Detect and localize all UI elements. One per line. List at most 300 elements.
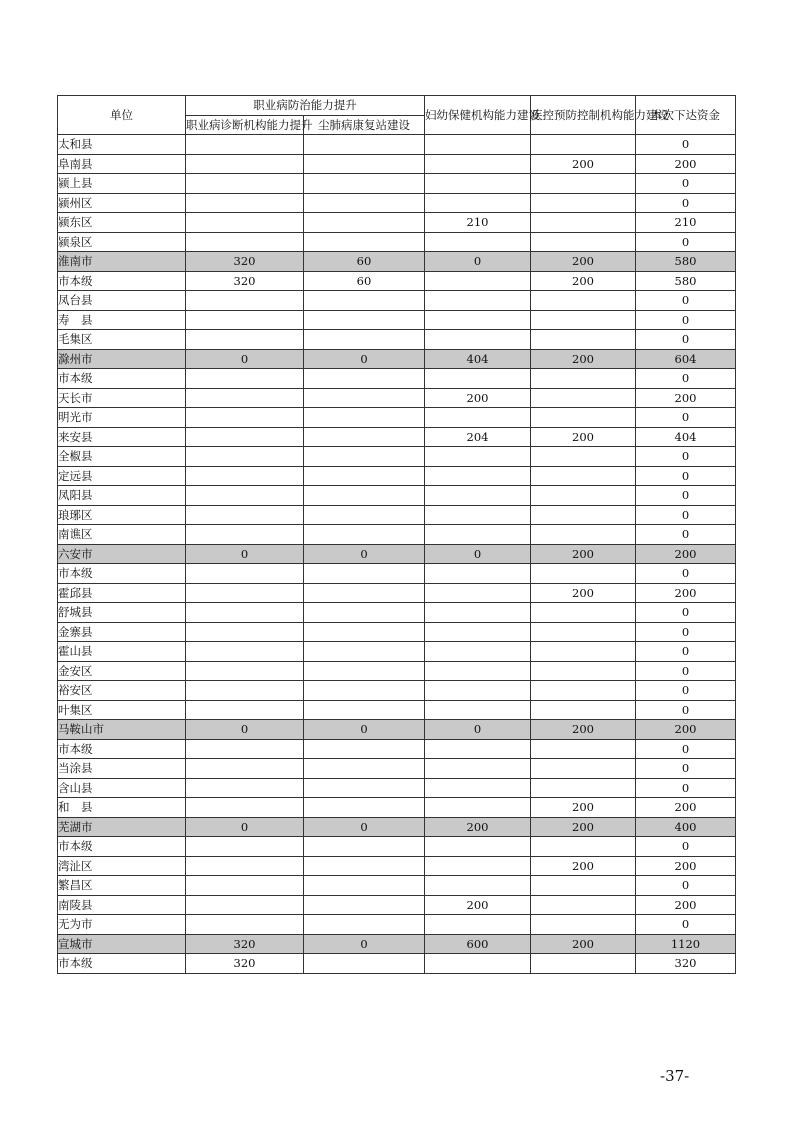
unit-name: 宣城市 <box>58 934 186 954</box>
unit-name: 繁昌区 <box>58 876 186 896</box>
value-cell <box>304 447 425 467</box>
value-cell: 0 <box>636 759 736 779</box>
value-cell: 0 <box>636 232 736 252</box>
value-cell: 0 <box>636 642 736 662</box>
unit-name: 南谯区 <box>58 525 186 545</box>
value-cell <box>186 759 304 779</box>
table-row <box>58 193 736 213</box>
value-cell: 204 <box>425 427 531 447</box>
value-cell <box>425 798 531 818</box>
value-cell <box>531 232 636 252</box>
table-row <box>58 564 736 584</box>
table-header <box>58 96 736 135</box>
value-cell: 404 <box>425 349 531 369</box>
value-cell <box>425 193 531 213</box>
value-cell <box>304 466 425 486</box>
unit-name: 裕安区 <box>58 681 186 701</box>
value-cell <box>425 564 531 584</box>
value-cell <box>186 661 304 681</box>
value-cell <box>425 954 531 974</box>
value-cell <box>186 408 304 428</box>
table-row <box>58 642 736 662</box>
table-row <box>58 681 736 701</box>
value-cell: 200 <box>636 798 736 818</box>
unit-name: 金寨县 <box>58 622 186 642</box>
unit-name: 毛集区 <box>58 330 186 350</box>
page-number: -37- <box>660 1067 690 1085</box>
value-cell: 0 <box>636 486 736 506</box>
value-cell <box>304 915 425 935</box>
value-cell <box>304 681 425 701</box>
value-cell: 200 <box>531 583 636 603</box>
value-cell <box>531 174 636 194</box>
unit-name: 淮南市 <box>58 252 186 272</box>
table-row <box>58 135 736 155</box>
table-row <box>58 310 736 330</box>
value-cell <box>304 856 425 876</box>
unit-name: 和 县 <box>58 798 186 818</box>
value-cell <box>304 642 425 662</box>
value-cell <box>304 486 425 506</box>
value-cell <box>304 135 425 155</box>
value-cell <box>304 232 425 252</box>
value-cell: 200 <box>531 544 636 564</box>
table-row <box>58 622 736 642</box>
value-cell <box>304 213 425 233</box>
unit-name: 颍东区 <box>58 213 186 233</box>
value-cell <box>186 564 304 584</box>
value-cell <box>425 330 531 350</box>
header-allocated-funds: 本次下达资金 <box>636 96 736 135</box>
value-cell: 210 <box>425 213 531 233</box>
value-cell <box>531 642 636 662</box>
table-row <box>58 505 736 525</box>
table-row <box>58 739 736 759</box>
unit-name: 六安市 <box>58 544 186 564</box>
table-row <box>58 700 736 720</box>
value-cell: 200 <box>636 720 736 740</box>
value-cell: 0 <box>636 837 736 857</box>
table-row <box>58 895 736 915</box>
value-cell: 0 <box>636 135 736 155</box>
value-cell <box>531 739 636 759</box>
table-row <box>58 271 736 291</box>
value-cell: 320 <box>186 271 304 291</box>
value-cell <box>531 291 636 311</box>
table-row <box>58 291 736 311</box>
value-cell <box>304 291 425 311</box>
value-cell: 60 <box>304 252 425 272</box>
value-cell <box>531 603 636 623</box>
unit-name: 当涂县 <box>58 759 186 779</box>
value-cell <box>425 154 531 174</box>
value-cell <box>425 837 531 857</box>
value-cell <box>425 310 531 330</box>
value-cell: 0 <box>636 193 736 213</box>
value-cell <box>531 525 636 545</box>
value-cell: 0 <box>636 778 736 798</box>
value-cell <box>425 603 531 623</box>
value-cell: 0 <box>425 544 531 564</box>
value-cell <box>531 954 636 974</box>
unit-name: 霍邱县 <box>58 583 186 603</box>
table-row <box>58 232 736 252</box>
value-cell: 320 <box>636 954 736 974</box>
city-row <box>58 544 736 564</box>
value-cell: 200 <box>531 271 636 291</box>
value-cell: 200 <box>425 388 531 408</box>
table-row <box>58 798 736 818</box>
value-cell <box>425 583 531 603</box>
value-cell <box>425 642 531 662</box>
value-cell <box>425 739 531 759</box>
value-cell: 0 <box>636 661 736 681</box>
table-body <box>58 135 736 974</box>
value-cell: 580 <box>636 252 736 272</box>
value-cell: 0 <box>186 720 304 740</box>
value-cell <box>531 876 636 896</box>
value-cell <box>186 525 304 545</box>
value-cell <box>186 895 304 915</box>
value-cell: 0 <box>636 564 736 584</box>
unit-name: 无为市 <box>58 915 186 935</box>
value-cell <box>304 525 425 545</box>
value-cell <box>425 135 531 155</box>
unit-name: 太和县 <box>58 135 186 155</box>
value-cell <box>304 505 425 525</box>
value-cell <box>531 310 636 330</box>
value-cell <box>425 174 531 194</box>
value-cell: 0 <box>636 915 736 935</box>
value-cell: 200 <box>636 895 736 915</box>
value-cell: 0 <box>636 330 736 350</box>
value-cell: 200 <box>636 856 736 876</box>
unit-name: 市本级 <box>58 271 186 291</box>
table-row <box>58 427 736 447</box>
value-cell: 0 <box>186 817 304 837</box>
value-cell <box>186 837 304 857</box>
table-row <box>58 603 736 623</box>
header-maternal-child: 妇幼保健机构能力建设 <box>425 96 531 135</box>
value-cell <box>425 369 531 389</box>
value-cell: 0 <box>636 622 736 642</box>
value-cell <box>186 642 304 662</box>
value-cell: 200 <box>636 154 736 174</box>
value-cell <box>304 603 425 623</box>
value-cell <box>186 915 304 935</box>
value-cell <box>531 193 636 213</box>
value-cell <box>531 895 636 915</box>
value-cell <box>425 232 531 252</box>
value-cell <box>304 174 425 194</box>
table-row <box>58 876 736 896</box>
value-cell: 200 <box>531 427 636 447</box>
value-cell <box>186 505 304 525</box>
value-cell <box>186 856 304 876</box>
value-cell <box>186 778 304 798</box>
header-pneumoconiosis-station: 尘肺病康复站建设 <box>304 115 425 135</box>
header-unit: 单位 <box>58 96 186 135</box>
unit-name: 湾沚区 <box>58 856 186 876</box>
unit-name: 市本级 <box>58 564 186 584</box>
value-cell <box>186 154 304 174</box>
value-cell: 0 <box>636 291 736 311</box>
value-cell: 0 <box>304 934 425 954</box>
value-cell: 0 <box>304 349 425 369</box>
value-cell <box>531 213 636 233</box>
value-cell <box>425 525 531 545</box>
value-cell <box>304 408 425 428</box>
value-cell: 0 <box>636 525 736 545</box>
value-cell <box>304 369 425 389</box>
value-cell <box>425 856 531 876</box>
value-cell <box>531 486 636 506</box>
table-row <box>58 954 736 974</box>
value-cell <box>425 759 531 779</box>
value-cell <box>304 310 425 330</box>
value-cell <box>186 603 304 623</box>
value-cell: 0 <box>636 603 736 623</box>
value-cell <box>425 408 531 428</box>
value-cell <box>186 583 304 603</box>
value-cell <box>304 700 425 720</box>
value-cell: 1120 <box>636 934 736 954</box>
value-cell <box>186 447 304 467</box>
value-cell <box>531 661 636 681</box>
value-cell: 200 <box>531 720 636 740</box>
value-cell <box>304 154 425 174</box>
unit-name: 南陵县 <box>58 895 186 915</box>
unit-name: 定远县 <box>58 466 186 486</box>
unit-name: 凤台县 <box>58 291 186 311</box>
value-cell <box>304 622 425 642</box>
value-cell: 200 <box>425 817 531 837</box>
unit-name: 芜湖市 <box>58 817 186 837</box>
value-cell: 200 <box>531 817 636 837</box>
city-row <box>58 720 736 740</box>
value-cell <box>425 291 531 311</box>
value-cell: 200 <box>636 388 736 408</box>
value-cell <box>531 700 636 720</box>
value-cell: 0 <box>636 447 736 467</box>
value-cell <box>531 135 636 155</box>
table-row <box>58 388 736 408</box>
value-cell <box>186 330 304 350</box>
funding-table <box>57 95 736 974</box>
unit-name: 马鞍山市 <box>58 720 186 740</box>
table-row <box>58 759 736 779</box>
value-cell: 404 <box>636 427 736 447</box>
value-cell: 604 <box>636 349 736 369</box>
value-cell: 0 <box>425 720 531 740</box>
value-cell <box>425 505 531 525</box>
unit-name: 霍山县 <box>58 642 186 662</box>
value-cell <box>531 330 636 350</box>
unit-name: 颍州区 <box>58 193 186 213</box>
value-cell: 200 <box>531 252 636 272</box>
value-cell <box>186 291 304 311</box>
value-cell <box>186 798 304 818</box>
table-row <box>58 583 736 603</box>
value-cell <box>425 661 531 681</box>
value-cell: 200 <box>636 544 736 564</box>
value-cell: 0 <box>304 544 425 564</box>
value-cell <box>531 466 636 486</box>
value-cell <box>425 622 531 642</box>
value-cell: 210 <box>636 213 736 233</box>
value-cell <box>186 388 304 408</box>
value-cell: 0 <box>304 817 425 837</box>
unit-name: 寿 县 <box>58 310 186 330</box>
value-cell: 580 <box>636 271 736 291</box>
value-cell: 0 <box>636 739 736 759</box>
value-cell: 0 <box>636 505 736 525</box>
value-cell <box>531 447 636 467</box>
value-cell <box>531 408 636 428</box>
value-cell <box>425 486 531 506</box>
value-cell: 0 <box>304 720 425 740</box>
unit-name: 颍上县 <box>58 174 186 194</box>
value-cell: 200 <box>425 895 531 915</box>
value-cell: 200 <box>531 798 636 818</box>
value-cell: 0 <box>425 252 531 272</box>
unit-name: 琅琊区 <box>58 505 186 525</box>
unit-name: 凤阳县 <box>58 486 186 506</box>
unit-name: 叶集区 <box>58 700 186 720</box>
unit-name: 颍泉区 <box>58 232 186 252</box>
table-row <box>58 447 736 467</box>
value-cell <box>531 505 636 525</box>
city-row <box>58 817 736 837</box>
value-cell <box>186 232 304 252</box>
value-cell <box>186 739 304 759</box>
unit-name: 金安区 <box>58 661 186 681</box>
unit-name: 滁州市 <box>58 349 186 369</box>
value-cell <box>425 915 531 935</box>
value-cell <box>186 310 304 330</box>
value-cell: 200 <box>636 583 736 603</box>
unit-name: 市本级 <box>58 369 186 389</box>
unit-name: 舒城县 <box>58 603 186 623</box>
value-cell <box>425 681 531 701</box>
value-cell <box>186 486 304 506</box>
value-cell <box>531 837 636 857</box>
value-cell <box>425 447 531 467</box>
value-cell <box>425 271 531 291</box>
unit-name: 明光市 <box>58 408 186 428</box>
unit-name: 市本级 <box>58 739 186 759</box>
table-row <box>58 525 736 545</box>
value-cell: 0 <box>636 700 736 720</box>
value-cell <box>186 193 304 213</box>
value-cell <box>186 135 304 155</box>
table-row <box>58 856 736 876</box>
value-cell <box>531 369 636 389</box>
value-cell <box>304 837 425 857</box>
value-cell <box>304 954 425 974</box>
value-cell: 320 <box>186 252 304 272</box>
value-cell <box>304 798 425 818</box>
value-cell <box>304 876 425 896</box>
value-cell: 320 <box>186 954 304 974</box>
value-cell <box>531 622 636 642</box>
table-row <box>58 778 736 798</box>
city-row <box>58 349 736 369</box>
value-cell: 0 <box>636 466 736 486</box>
value-cell <box>304 759 425 779</box>
value-cell <box>186 174 304 194</box>
value-cell <box>304 427 425 447</box>
value-cell <box>304 388 425 408</box>
table-row <box>58 330 736 350</box>
value-cell: 600 <box>425 934 531 954</box>
value-cell <box>425 700 531 720</box>
table-row <box>58 486 736 506</box>
table-row <box>58 174 736 194</box>
unit-name: 来安县 <box>58 427 186 447</box>
value-cell <box>186 876 304 896</box>
value-cell <box>186 622 304 642</box>
value-cell <box>304 739 425 759</box>
value-cell: 400 <box>636 817 736 837</box>
unit-name: 全椒县 <box>58 447 186 467</box>
table-row <box>58 213 736 233</box>
unit-name: 阜南县 <box>58 154 186 174</box>
value-cell <box>531 915 636 935</box>
value-cell <box>186 466 304 486</box>
value-cell <box>531 759 636 779</box>
value-cell: 60 <box>304 271 425 291</box>
value-cell <box>531 778 636 798</box>
value-cell: 200 <box>531 154 636 174</box>
value-cell <box>425 876 531 896</box>
value-cell <box>186 681 304 701</box>
value-cell: 0 <box>636 310 736 330</box>
value-cell: 0 <box>186 544 304 564</box>
value-cell <box>531 564 636 584</box>
table-row <box>58 466 736 486</box>
value-cell: 0 <box>636 681 736 701</box>
table-row <box>58 915 736 935</box>
table-row <box>58 837 736 857</box>
value-cell <box>304 895 425 915</box>
value-cell <box>186 369 304 389</box>
value-cell: 0 <box>636 408 736 428</box>
value-cell <box>425 466 531 486</box>
value-cell <box>304 778 425 798</box>
value-cell <box>531 388 636 408</box>
value-cell <box>304 193 425 213</box>
value-cell <box>531 681 636 701</box>
value-cell: 0 <box>186 349 304 369</box>
city-row <box>58 934 736 954</box>
header-cdc: 疾控预防控制机构能力建设 <box>531 96 636 135</box>
table-row <box>58 661 736 681</box>
table-row <box>58 408 736 428</box>
unit-name: 天长市 <box>58 388 186 408</box>
value-cell: 0 <box>636 876 736 896</box>
city-row <box>58 252 736 272</box>
value-cell: 320 <box>186 934 304 954</box>
value-cell: 0 <box>636 369 736 389</box>
table-row <box>58 154 736 174</box>
table-row <box>58 369 736 389</box>
value-cell: 200 <box>531 856 636 876</box>
unit-name: 市本级 <box>58 954 186 974</box>
header-occupational-group: 职业病防治能力提升 <box>186 96 425 116</box>
value-cell <box>304 661 425 681</box>
value-cell <box>186 427 304 447</box>
